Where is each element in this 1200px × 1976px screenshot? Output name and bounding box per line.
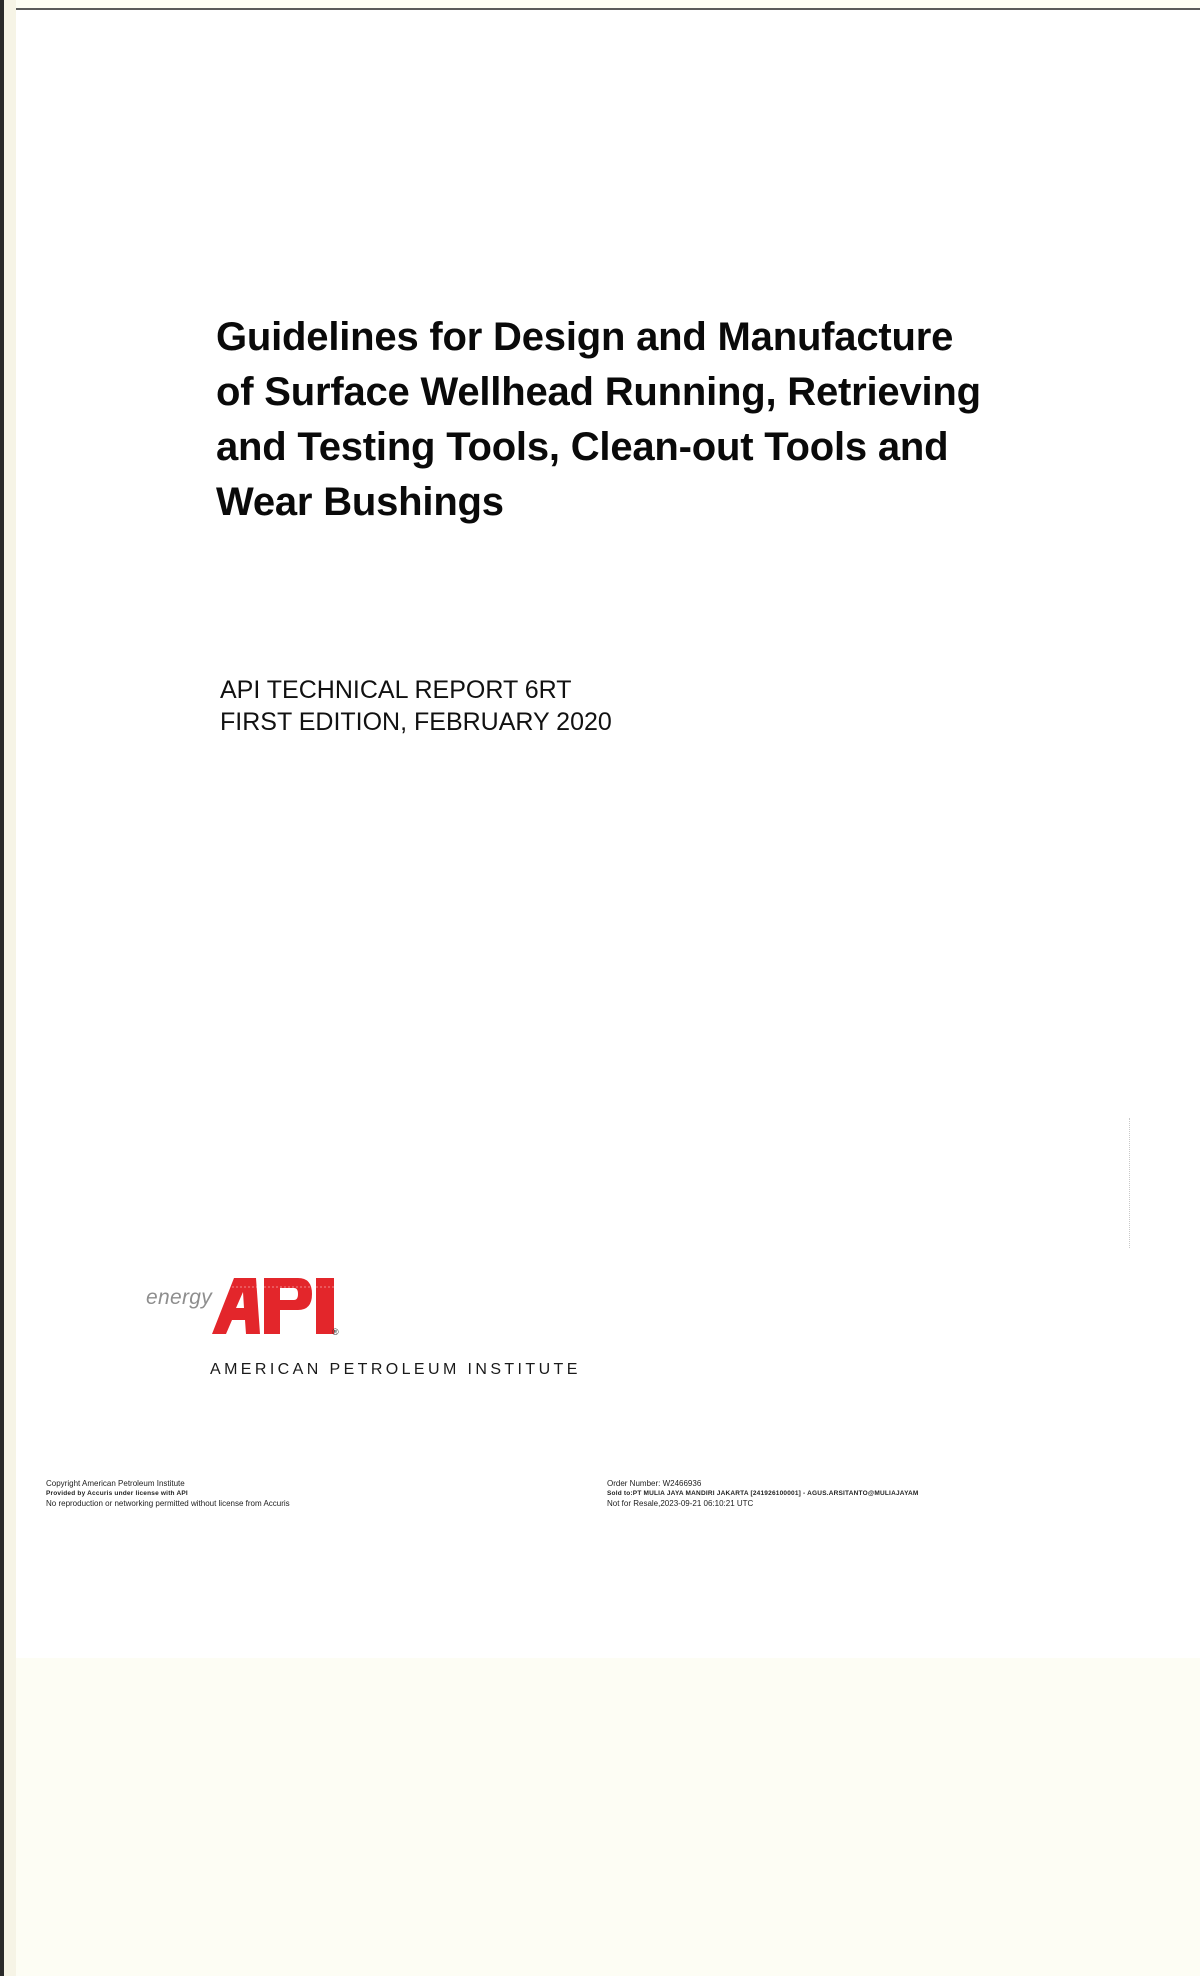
order-number: Order Number: W2466936 xyxy=(607,1479,702,1488)
provider-line: Provided by Accuris under license with API xyxy=(46,1490,188,1497)
report-info xyxy=(220,674,612,738)
edition: FIRST EDITION, FEBRUARY 2020 xyxy=(220,708,612,736)
document-page xyxy=(16,8,1200,1658)
document-title xyxy=(216,310,1136,530)
copyright-notice xyxy=(46,1479,290,1509)
api-logo xyxy=(132,1264,581,1378)
scan-margin xyxy=(4,0,16,1976)
license-line: No reproduction or networking permitted without license from Accuris xyxy=(46,1499,290,1508)
copyright-line: Copyright American Petroleum Institute xyxy=(46,1479,185,1488)
order-info xyxy=(607,1479,919,1509)
sold-to: Sold to:PT MULIA JAYA MANDIRI JAKARTA [241926100001] - AGUS.ARSITANTO@MULIAJAYAM xyxy=(607,1490,919,1497)
api-mark-icon xyxy=(212,1274,338,1334)
title-line-3: and Testing Tools, Clean-out Tools and xyxy=(216,425,949,469)
scan-artifact xyxy=(1129,1118,1132,1248)
title-line-2: of Surface Wellhead Running, Retrieving xyxy=(216,370,981,414)
title-line-4: Wear Bushings xyxy=(216,480,504,524)
organization-name: AMERICAN PETROLEUM INSTITUTE xyxy=(210,1361,581,1378)
registered-mark: ® xyxy=(332,1327,339,1337)
title-line-1: Guidelines for Design and Manufacture xyxy=(216,315,954,359)
resale-notice: Not for Resale,2023-09-21 06:10:21 UTC xyxy=(607,1499,754,1508)
logo-tagline: energy xyxy=(146,1286,213,1309)
report-id: API TECHNICAL REPORT 6RT xyxy=(220,676,572,704)
